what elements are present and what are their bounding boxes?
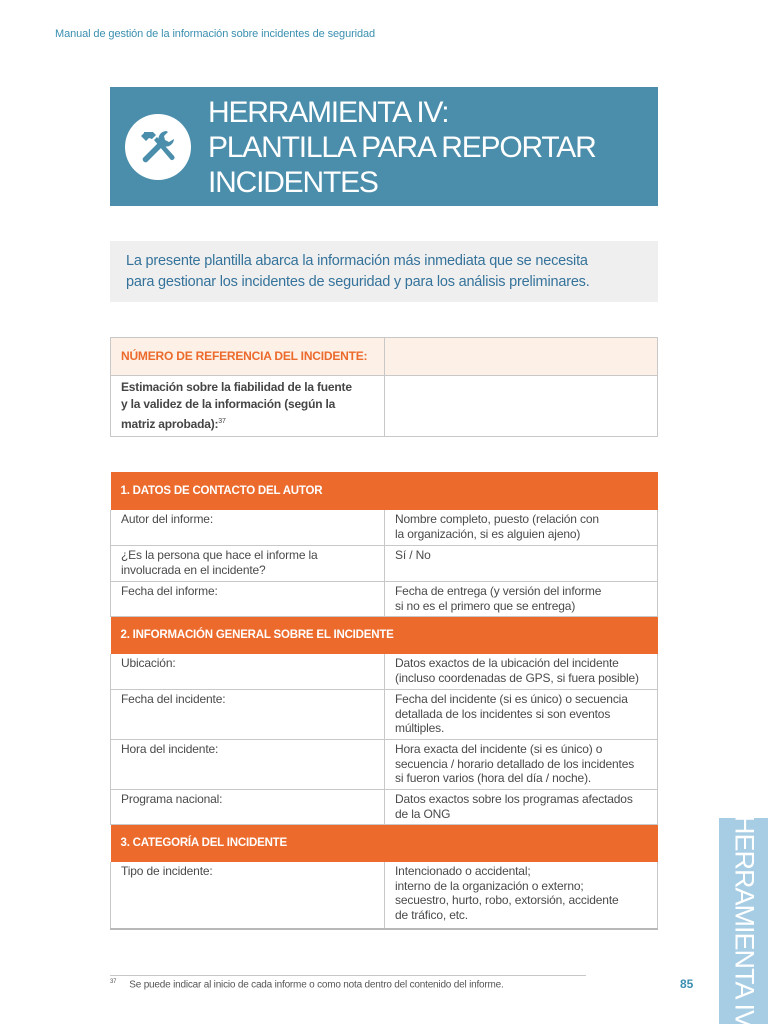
title-banner	[110, 87, 658, 206]
footnote-number: 37	[110, 979, 117, 985]
row-value: Intencionado o accidental; interno de la organización o externo; secuestro, hurto, robo, extorsión, accidente de tráfico, etc.	[385, 862, 658, 929]
intro-box	[110, 241, 658, 302]
page-number: 85	[680, 977, 694, 991]
row-label: Programa nacional:	[111, 790, 385, 825]
row-label: Fecha del incidente:	[111, 690, 385, 740]
row-label: Fecha del informe:	[111, 582, 385, 617]
reference-number-field[interactable]	[385, 338, 658, 376]
section-header	[111, 825, 658, 863]
reliability-question-text: matriz aprobada):	[121, 417, 219, 431]
table-row	[111, 546, 658, 582]
row-label: Autor del informe:	[111, 510, 385, 546]
section-header	[111, 472, 658, 510]
reliability-row	[111, 376, 658, 437]
row-value: Nombre completo, puesto (relación con la organización, si es alguien ajeno)	[385, 510, 658, 546]
footnote-divider	[110, 975, 586, 976]
table-row	[111, 510, 658, 546]
reliability-field[interactable]	[385, 376, 658, 437]
tools-icon	[125, 114, 191, 180]
reference-heading: NÚMERO DE REFERENCIA DEL INCIDENTE:	[111, 338, 385, 376]
row-value: Fecha del incidente (si es único) o secuencia detallada de los incidentes si son eventos múltiples.	[385, 690, 658, 740]
title-line: PLANTILLA PARA REPORTAR	[208, 131, 596, 164]
row-value: Datos exactos sobre los programas afectados de la ONG	[385, 790, 658, 825]
title-line: HERRAMIENTA IV:	[208, 96, 449, 129]
table-row	[111, 654, 658, 690]
reliability-question	[111, 376, 385, 437]
running-header: Manual de gestión de la información sobre incidentes de seguridad	[55, 28, 376, 40]
row-label: Hora del incidente:	[111, 740, 385, 790]
table-row	[111, 790, 658, 825]
reliability-question-line: Estimación sobre la fiabilidad de la fuente	[121, 380, 352, 394]
reference-row	[111, 338, 658, 376]
intro-line: La presente plantilla abarca la información más inmediata que se necesita	[126, 253, 588, 269]
reliability-question-line	[121, 413, 374, 433]
row-value: Sí / No	[385, 546, 658, 582]
footnote	[110, 979, 504, 990]
side-tab	[719, 814, 768, 1027]
section-title: 2. INFORMACIÓN GENERAL SOBRE EL INCIDENTE	[111, 617, 658, 655]
row-label: Tipo de incidente:	[111, 862, 385, 929]
footnote-ref: 37	[218, 418, 226, 425]
table-row	[111, 862, 658, 929]
row-label: Ubicación:	[111, 654, 385, 690]
page-title	[208, 95, 596, 200]
intro-text	[126, 251, 646, 293]
side-tab-label: HERRAMIENTA IV	[729, 814, 759, 1027]
table-row	[111, 690, 658, 740]
incident-form-table	[110, 472, 658, 930]
row-value: Fecha de entrega (y versión del informe si no es el primero que se entrega)	[385, 582, 658, 617]
table-row	[111, 740, 658, 790]
reference-table	[110, 337, 658, 437]
section-title: 1. DATOS DE CONTACTO DEL AUTOR	[111, 472, 658, 510]
row-value: Hora exacta del incidente (si es único) o secuencia / horario detallado de los incidentes si fueron varios (hora del día / noche).	[385, 740, 658, 790]
row-value: Datos exactos de la ubicación del incidente (incluso coordenadas de GPS, si fuera posible)	[385, 654, 658, 690]
row-label: ¿Es la persona que hace el informe la involucrada en el incidente?	[111, 546, 385, 582]
section-header	[111, 617, 658, 655]
section-title: 3. CATEGORÍA DEL INCIDENTE	[111, 825, 658, 863]
reliability-question-line: y la validez de la información (según la	[121, 397, 336, 411]
intro-line: para gestionar los incidentes de seguridad y para los análisis preliminares.	[126, 274, 590, 290]
title-line: INCIDENTES	[208, 166, 378, 199]
table-row	[111, 582, 658, 617]
footnote-text: Se puede indicar al inicio de cada informe o como nota dentro del contenido del informe.	[129, 979, 504, 991]
